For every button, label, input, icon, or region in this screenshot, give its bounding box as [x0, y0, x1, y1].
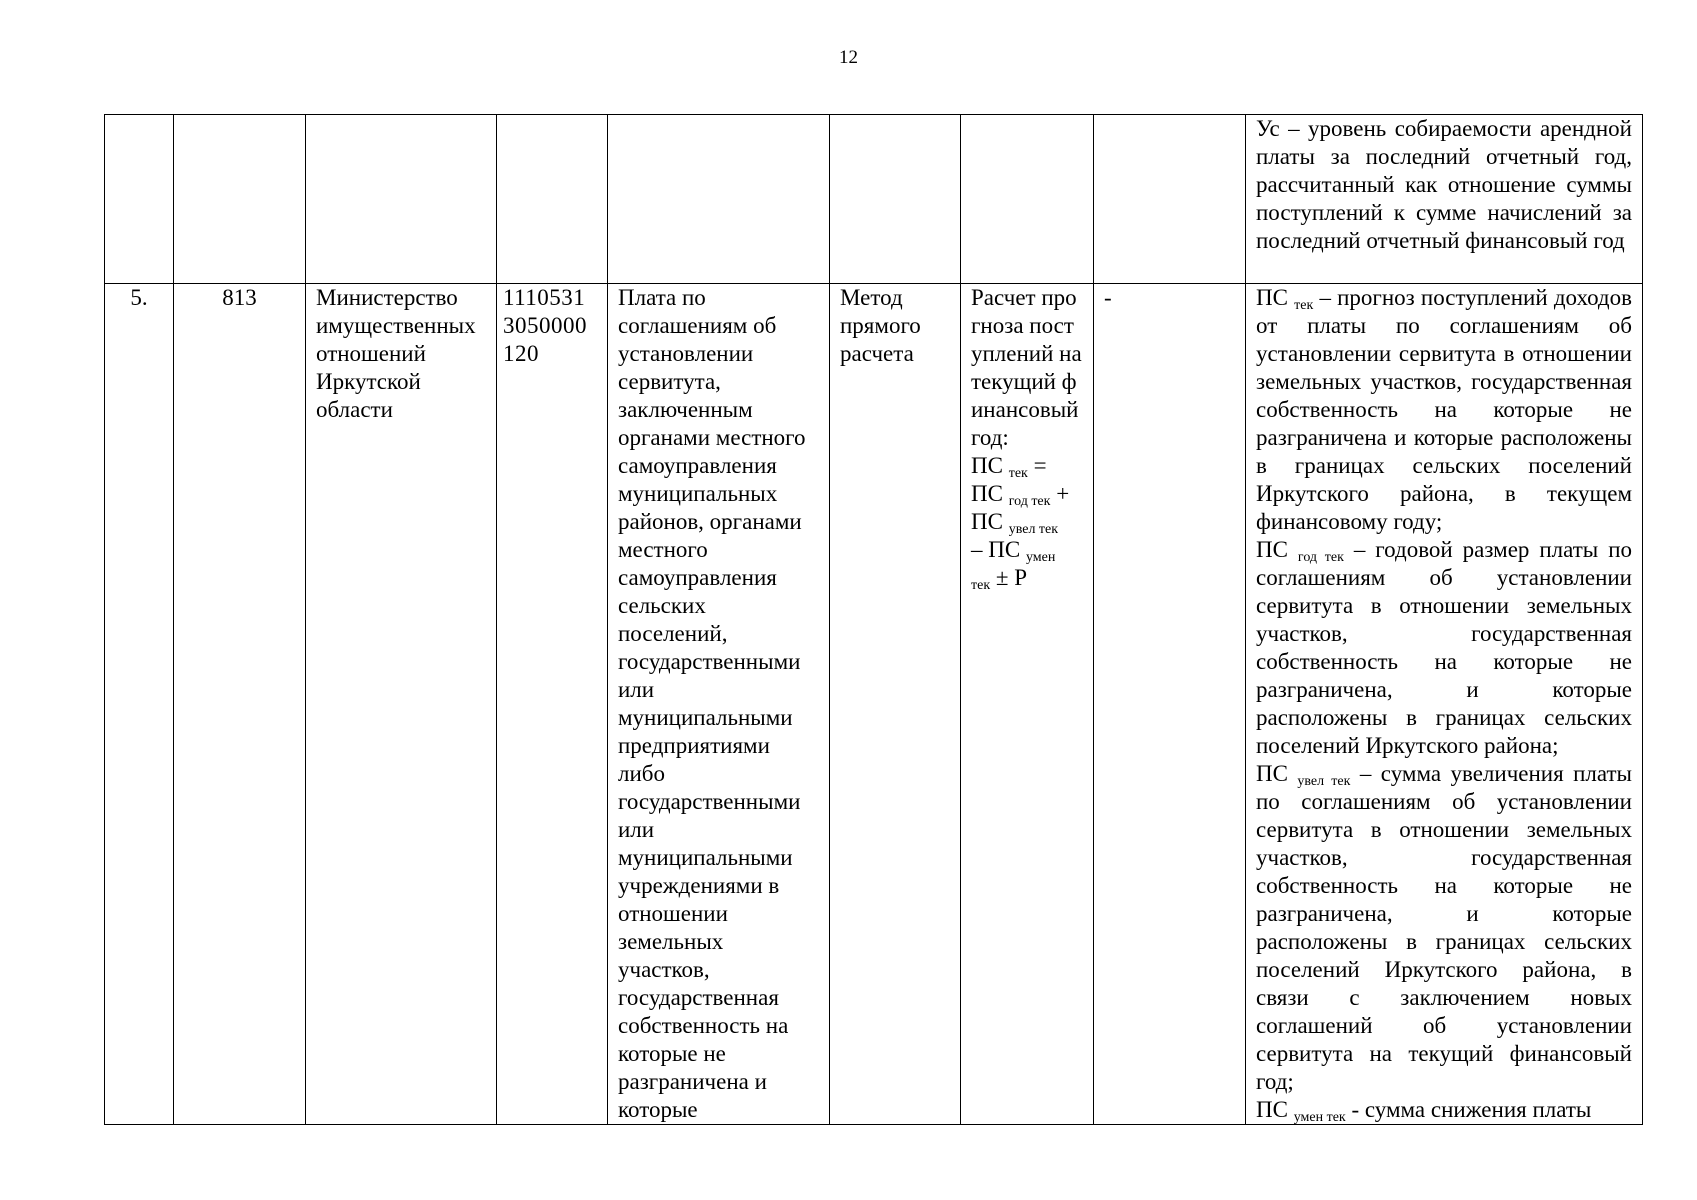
cell-kbk [497, 284, 608, 1125]
cell-extra [1094, 115, 1246, 284]
cell-method [830, 115, 961, 284]
cell-num: 5. [105, 284, 174, 1125]
description-text: Ус – уровень собираемости арендной платы за последний отчетный год, рассчитанный как отношение суммы поступлений к сумме начислений за последний отчетный финансовый год [1256, 116, 1632, 253]
cell-formula [961, 284, 1094, 1125]
cell-admin-code: 813 [174, 284, 306, 1125]
cell-method: Метод прямого расчета [830, 284, 961, 1125]
cell-admin-code [174, 115, 306, 284]
cell-formula [961, 115, 1094, 284]
page-number: 12 [839, 47, 858, 68]
desc-item-ps-god-tek: ПС $_{год тек}$ – годовой размер платы по соглашениям об установлении сервитута в отношении земельных участков, государственная собственность на которые не разграничена, и которые расположены в границах сельских поселений Иркутского района; [1256, 537, 1633, 758]
cell-num [105, 115, 174, 284]
table-row [105, 284, 1643, 1125]
cell-admin-name: Министерство имущественных отношений Иркутской области [306, 284, 497, 1125]
kbk-line-3: 120 [503, 341, 539, 366]
cell-income-name: Плата по соглашениям об установлении сервитута, заключенным органами местного самоуправления муниципальных районов, органами местного самоуправления сельских поселений, государственными или муниципальными предприятиями либо государственными или муниципальными учреждениями в отношении земельных участков, государственная собственность на которые не разграничена и которые [608, 284, 830, 1125]
cell-admin-name [306, 115, 497, 284]
kbk-line-1: 1110531 [503, 285, 586, 310]
desc-item-ps-uvel-tek: ПС $_{увел тек}$ – сумма увеличения платы по соглашениям об установлении сервитута в отношении земельных участков, государственная собственность на которые не разграничена, и которые расположены в границах сельских поселений Иркутского района, в связи с заключением новых соглашений об установлении сервитута на текущий финансовый год; [1256, 761, 1633, 1094]
cell-kbk [497, 115, 608, 284]
kbk-line-2: 3050000 [503, 313, 587, 338]
forecast-table [104, 114, 1643, 1125]
formula-intro: Расчет прогноза поступлений на текущий финансовый год: [971, 285, 1082, 450]
cell-income-name [608, 115, 830, 284]
cell-extra: - [1094, 284, 1246, 1125]
cell-description [1246, 115, 1643, 284]
desc-item-ps-tek: ПС $_{тек}$ – прогноз поступлений доходов от платы по соглашениям об установлении сервитута в отношении земельных участков, государственная собственность на которые не разграничена и которые расположены в границах сельских поселений Иркутского района, в текущем финансовому году; [1256, 285, 1632, 534]
table-row [105, 115, 1643, 284]
desc-item-ps-umen-tek: ПС $_{умен тек}$ - сумма снижения платы [1256, 1097, 1592, 1125]
cell-description [1246, 284, 1643, 1125]
formula: ПС $_{тек}$ = ПС $_{год тек}$ + ПС $_{увел тек}$ – ПС $_{умен}$ $_{тек}$ ± Р [971, 453, 1070, 593]
